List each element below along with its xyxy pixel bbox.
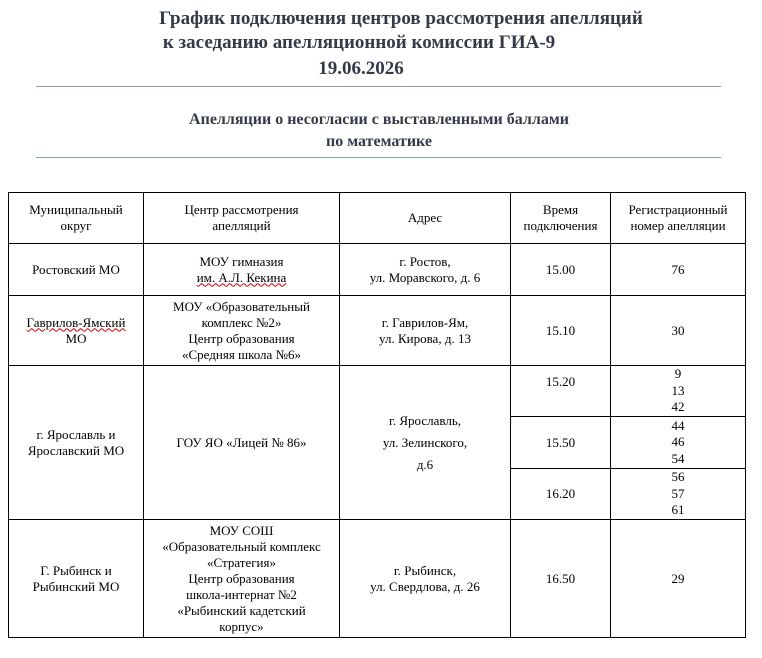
reg-number: 57 (671, 485, 685, 501)
district-cell (9, 296, 144, 366)
table-row (9, 520, 746, 638)
appeals-schedule-table (8, 192, 746, 638)
address-line: д.6 (416, 456, 434, 472)
reg-number-cell (611, 244, 746, 296)
center-line: им. А.Л. Кекина (196, 269, 287, 285)
time-value: 15.00 (545, 261, 576, 277)
address-line: г. Ярославль, (388, 412, 462, 428)
header-time (511, 193, 611, 244)
district-cell (9, 520, 144, 638)
header-center-line: апелляций (212, 218, 271, 233)
time-value: 15.10 (545, 322, 576, 338)
document-title-line-2: к заседанию апелляционной комиссии ГИА-9 (162, 32, 556, 53)
center-line: школа-интернат №2 (186, 586, 297, 602)
header-reg-number (611, 193, 746, 244)
reg-number: 29 (671, 570, 685, 586)
address-cell (340, 244, 511, 296)
reg-number: 13 (671, 382, 685, 398)
subtitle-line-2: по математике (326, 133, 432, 150)
header-address (340, 193, 511, 244)
center-cell (144, 296, 340, 366)
document-title-line-1: График подключения центров рассмотрения апелляций (159, 8, 643, 29)
center-cell (144, 520, 340, 638)
center-line: Центр образования (188, 330, 295, 346)
address-cell (340, 296, 511, 366)
header-time-line: подключения (523, 218, 598, 233)
center-line: Центр образования (188, 570, 295, 586)
center-line: «Стратегия» (207, 554, 276, 570)
table-row (9, 366, 746, 417)
center-line: МОУ «Образовательный (173, 298, 310, 314)
time-cell (511, 366, 611, 417)
time-value: 15.20 (545, 374, 576, 389)
reg-number: 44 (671, 417, 685, 433)
center-line: «Средняя школа №6» (182, 346, 301, 362)
reg-number: 30 (671, 322, 685, 338)
time-cell (511, 417, 611, 469)
district-cell (9, 244, 144, 296)
time-value: 15.50 (545, 434, 576, 450)
address-line: ул. Зелинского, (382, 434, 468, 450)
time-value: 16.50 (545, 570, 576, 586)
header-address-text: Адрес (407, 210, 443, 225)
subtitle-divider (36, 157, 721, 158)
district-line: Г. Рыбинск и (40, 562, 112, 578)
address-cell (340, 520, 511, 638)
reg-number-cell (611, 366, 746, 417)
header-reg-line: Регистрационный (628, 202, 728, 217)
district-line: Рыбинский МО (32, 578, 120, 594)
address-line: г. Ростов, (399, 253, 451, 269)
center-line: ГОУ ЯО «Лицей № 86» (176, 434, 307, 450)
header-district-line: Муниципальный (29, 202, 123, 217)
center-line: «Рыбинский кадетский (177, 602, 306, 618)
table-header-row (9, 193, 746, 244)
time-value: 16.20 (545, 486, 576, 501)
header-district (9, 193, 144, 244)
time-cell (511, 244, 611, 296)
reg-number-cell (611, 417, 746, 469)
district-cell (9, 366, 144, 520)
address-line: г. Рыбинск, (393, 562, 457, 578)
reg-number: 42 (671, 399, 685, 415)
district-line: Ростовский МО (32, 261, 120, 277)
center-line: «Образовательный комплекс (162, 538, 321, 554)
district-line: Гаврилов-Ямский (26, 314, 126, 330)
center-line: МОУ СОШ (209, 522, 274, 538)
time-cell (511, 520, 611, 638)
district-line: Ярославский МО (27, 442, 125, 458)
address-line: г. Гаврилов-Ям, (381, 314, 469, 330)
center-line: комплекс №2» (201, 314, 282, 330)
reg-number: 54 (671, 450, 685, 466)
address-line: ул. Свердлова, д. 26 (370, 578, 480, 594)
table-row (9, 296, 746, 366)
reg-number-cell (611, 296, 746, 366)
address-line: ул. Кирова, д. 13 (379, 330, 471, 346)
reg-number: 61 (671, 502, 685, 518)
center-cell (144, 366, 340, 520)
document-date: 19.06.2026 (318, 58, 404, 79)
center-cell (144, 244, 340, 296)
address-cell (340, 366, 511, 520)
header-center (144, 193, 340, 244)
center-line: корпус» (219, 618, 264, 634)
district-line: МО (65, 330, 87, 346)
address-line: ул. Моравского, д. 6 (369, 269, 481, 285)
header-reg-line: номер апелляции (630, 218, 726, 233)
subtitle-line-1: Апелляции о несогласии с выставленными баллами (189, 111, 569, 128)
header-district-line: округ (60, 218, 92, 233)
reg-number-cell (611, 469, 746, 520)
reg-number: 46 (671, 434, 685, 450)
reg-number: 76 (671, 261, 685, 277)
reg-number: 56 (671, 469, 685, 485)
center-line: МОУ гимназия (199, 253, 284, 269)
header-time-line: Время (542, 202, 579, 217)
reg-number: 9 (674, 366, 682, 382)
title-divider (36, 86, 721, 87)
reg-number-cell (611, 520, 746, 638)
header-center-line: Центр рассмотрения (184, 202, 299, 217)
time-cell (511, 296, 611, 366)
district-line: г. Ярославль и (36, 426, 116, 442)
table-row (9, 244, 746, 296)
time-cell (511, 469, 611, 520)
